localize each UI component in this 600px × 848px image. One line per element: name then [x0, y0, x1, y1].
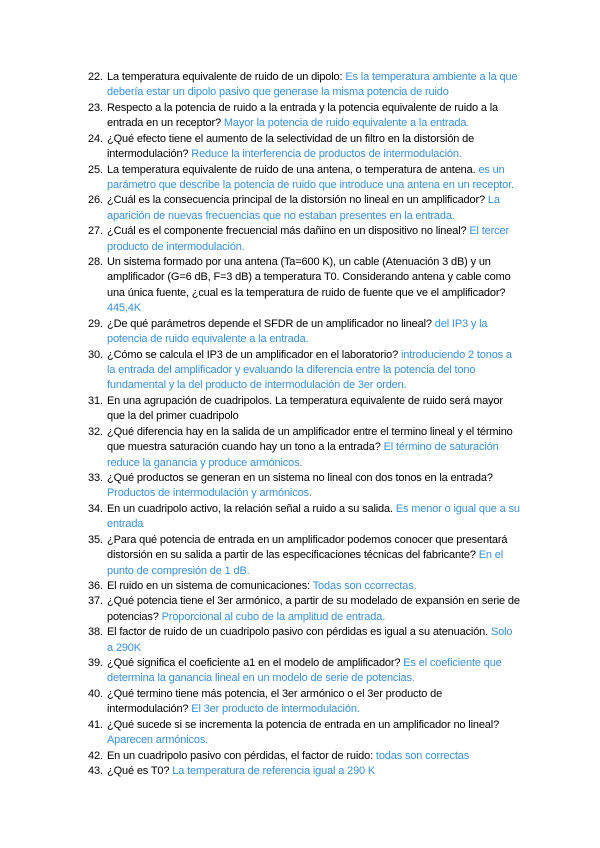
question-item — [88, 348, 520, 394]
question-number: 33. — [88, 471, 103, 484]
question-item — [88, 502, 520, 533]
question-number: 41. — [88, 718, 103, 731]
question-number: 24. — [88, 132, 103, 145]
question-item — [88, 718, 520, 749]
question-number: 42. — [88, 749, 103, 762]
question-text: ¿Cómo se calcula el IP3 de un amplificador en el laboratorio? — [107, 348, 399, 361]
question-item — [88, 132, 520, 163]
question-text: ¿Cuál es el componente frecuencial más dañino en un dispositivo no lineal? — [107, 225, 467, 238]
answer-text: Reduce la interferencia de productos de intermodulación. — [191, 148, 462, 161]
answer-text: Es menor o igual que a su entrada — [107, 502, 520, 531]
question-text: Respecto a la potencia de ruido a la entrada y la potencia equivalente de ruido a la entrada en un receptor? — [107, 101, 499, 130]
question-number: 25. — [88, 163, 103, 176]
answer-text: introduciendo 2 tonos a la entrada del amplificador y evaluando la diferencia entre la potencia del tono fundamental y la del producto de intermodulación de 3er orden. — [107, 348, 512, 392]
question-text: ¿De qué parámetros depende el SFDR de un amplificador no lineal? — [107, 317, 432, 330]
answer-text: Es el coeficiente que determina la ganancia lineal en un modelo de serie de potencias. — [107, 657, 502, 685]
question-number: 29. — [88, 317, 103, 330]
question-number: 22. — [88, 71, 103, 83]
question-number: 32. — [88, 425, 103, 438]
question-list — [88, 70, 520, 779]
question-number: 30. — [88, 348, 103, 361]
question-text: ¿Cuál es la consecuencia principal de la distorsión no lineal en un amplificador? — [107, 194, 485, 207]
question-item — [88, 533, 520, 579]
question-item — [88, 579, 520, 594]
question-text: ¿Qué termino tiene más potencia, el 3er armónico o el 3er producto de intermodulación? — [107, 687, 443, 716]
question-number: 27. — [88, 225, 103, 238]
question-text: ¿Qué sucede si se incrementa la potencia de entrada en un amplificador no lineal? — [107, 718, 500, 731]
question-text: El factor de ruido de un cuadripolo pasivo con pérdidas es igual a su atenuación. — [107, 626, 489, 639]
question-item — [88, 656, 520, 687]
answer-text: El término de saturación reduce la ganancia y produce armónicos. — [107, 441, 499, 469]
question-number: 23. — [88, 101, 103, 114]
answer-text: es un parámetro que describe la potencia de ruido que introduce una antena en un receptor. — [107, 163, 514, 191]
question-text: En una agrupación de cuadripolos. La temperatura equivalente de ruido será mayor que la del primer cuadripolo — [107, 394, 503, 423]
question-item — [88, 394, 520, 425]
question-text: ¿Para qué potencia de entrada en un amplificador podemos conocer que presentará distorsión en su salida a partir de las especificaciones técnicas del fabricante? — [107, 533, 508, 562]
question-text: ¿Qué diferencia hay en la salida de un amplificador entre el termino lineal y el término que muestra saturación cuando hay un tono a la entrada? — [107, 425, 513, 454]
question-text: En un cuadripolo pasivo con pérdidas, el factor de ruido: — [107, 749, 374, 762]
answer-text: Aparecen armónicos. — [107, 734, 209, 747]
question-item — [88, 625, 520, 656]
question-text: ¿Qué potencia tiene el 3er armónico, a partir de su modelado de expansión en serie de potencias? — [107, 595, 520, 623]
question-number: 31. — [88, 394, 103, 407]
question-text: En un cuadripolo activo, la relación señal a ruido a su salida. — [107, 502, 393, 515]
question-item — [88, 255, 520, 317]
question-number: 28. — [88, 256, 103, 269]
question-item — [88, 101, 520, 132]
question-item — [88, 70, 520, 101]
answer-text: del IP3 y la potencia de ruido equivalente a la entrada. — [107, 317, 488, 346]
answer-text: La temperatura de referencia igual a 290 K — [172, 764, 376, 777]
answer-text: Productos de intermodulación y armónicos. — [107, 487, 312, 500]
answer-text: En el punto de compresión de 1 dB. — [107, 549, 504, 577]
question-item — [88, 764, 520, 779]
question-item — [88, 317, 520, 348]
question-number: 43. — [88, 764, 103, 777]
question-item — [88, 749, 520, 764]
question-text: La temperatura equivalente de ruido de un dipolo: — [107, 71, 343, 83]
question-text: ¿Qué productos se generan en un sistema no lineal con dos tonos en la entrada? — [107, 471, 493, 484]
question-item — [88, 224, 520, 255]
answer-text: Mayor la potencia de ruido equivalente a la entrada. — [223, 117, 470, 130]
question-item — [88, 193, 520, 224]
answer-text: 445,4K — [107, 302, 141, 315]
question-item — [88, 471, 520, 502]
question-text: El ruido en un sistema de comunicaciones: — [107, 579, 310, 592]
question-text: ¿Qué efecto tiene el aumento de la selectividad de un filtro en la distorsión de intermodulación? — [107, 132, 475, 161]
answer-text: todas son correctas — [375, 749, 470, 762]
answer-text: El 3er producto de intermodulación. — [191, 703, 360, 716]
answer-text: Solo a 290K — [107, 626, 513, 654]
question-number: 26. — [88, 194, 103, 207]
question-item — [88, 425, 520, 471]
question-item — [88, 687, 520, 718]
question-number: 39. — [88, 657, 103, 670]
answer-text: El tercer producto de intermodulación. — [107, 225, 509, 253]
question-number: 37. — [88, 595, 103, 608]
question-text: ¿Qué es T0? — [107, 764, 170, 777]
answer-text: Proporcional al cubo de la amplitud de entrada. — [161, 610, 386, 623]
question-item — [88, 163, 520, 194]
answer-text: Todas son ccorrectas. — [312, 579, 417, 592]
question-text: ¿Qué significa el coeficiente a1 en el modelo de amplificador? — [107, 657, 401, 670]
answer-text: La aparición de nuevas frecuencias que no estaban presentes en la entrada. — [107, 194, 500, 222]
question-text: Un sistema formado por una antena (Ta=600 K), un cable (Atenuación 3 dB) y un amplificador (G=6 dB, F=3 dB) a temperatura T0. Considerando antena y cable como una única fuente, ¿cual es la temperatura de ruido de fuente que ve el amplificador? — [107, 256, 511, 299]
answer-text: Es la temperatura ambiente a la que debería estar un dipolo pasivo que generase la misma potencia de ruido — [107, 71, 518, 99]
question-number: 38. — [88, 626, 103, 639]
question-item — [88, 594, 520, 625]
question-number: 36. — [88, 579, 103, 592]
question-number: 35. — [88, 533, 103, 546]
question-number: 40. — [88, 687, 103, 700]
question-text: La temperatura equivalente de ruido de una antena, o temperatura de antena. — [107, 163, 476, 176]
question-number: 34. — [88, 502, 103, 515]
